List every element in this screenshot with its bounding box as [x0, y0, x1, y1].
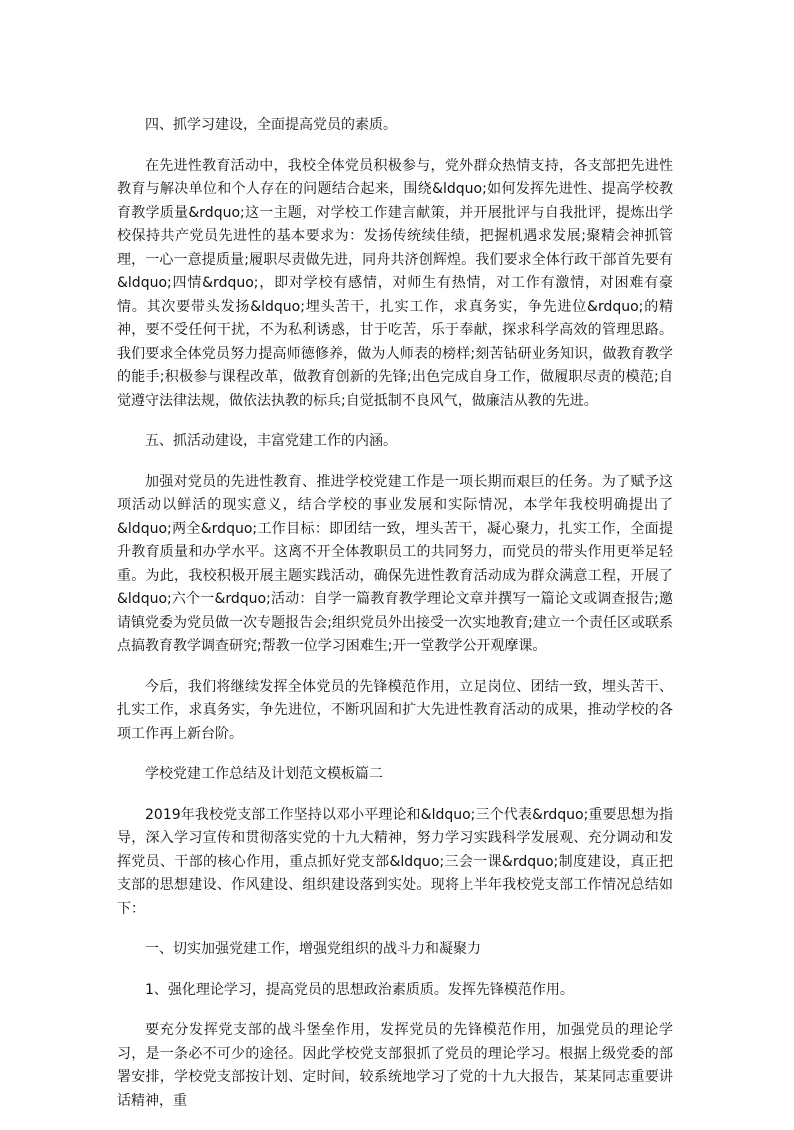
- body-paragraph: 2019年我校党支部工作坚持以邓小平理论和&ldquo;三个代表&rdquo;重要思想为指导，深入学习宣传和贯彻落实党的十九大精神，努力学习实践科学发展观、充分调动和发挥党员、干部的核心作用，重点抓好党支部&ldquo;三会一课&rdquo;制度建设，真正把支部的思想建设、作风建设、组织建设落到实处。现将上半年我校党支部工作情况总结如下：: [117, 806, 673, 917]
- subsection-heading: 1、强化理论学习，提高党员的思想政治素质质。发挥先锋模范作用。: [145, 981, 574, 998]
- body-paragraph: 要充分发挥党支部的战斗堡垒作用，发挥党员的先锋模范作用，加强党员的理论学习，是一条必不可少的途径。因此学校党支部狠抓了党员的理论学习。根据上级党委的部署安排，学校党支部按计划、定时间，较系统地学习了党的十九大报告，某某同志重要讲话精神，重: [117, 1022, 673, 1109]
- document-body: [117, 114, 673, 1130]
- section-heading-five: 五、抓活动建设，丰富党建工作的内涵。: [145, 433, 397, 449]
- body-paragraph: 今后，我们将继续发挥全体党员的先锋模范作用，立足岗位、团结一致，埋头苦干、扎实工作，求真务实，争先进位，不断巩固和扩大先进性教育活动的成果，推动学校的各项工作再上新台阶。: [117, 678, 673, 742]
- section-heading-four: 四、抓学习建设，全面提高党员的素质。: [145, 117, 397, 133]
- section-heading-one: 一、切实加强党建工作，增强党组织的战斗力和凝聚力: [145, 941, 481, 957]
- article-title: 学校党建工作总结及计划范文模板篇二: [145, 766, 383, 782]
- body-paragraph: 在先进性教育活动中，我校全体党员积极参与，党外群众热情支持，各支部把先进性教育与解决单位和个人存在的问题结合起来，围绕&ldquo;如何发挥先进性、提高学校教育教学质量&rdquo;这一主题，对学校工作建言献策，并开展批评与自我批评，提炼出学校保持共产党员先进性的基本要求为：发扬传统续佳绩，把握机遇求发展;聚精会神抓管理，一心一意提质量;履职尽责做先进，同舟共济创辉煌。我们要求全体行政干部首先要有&ldquo;四情&rdquo;，即对学校有感情，对师生有热情，对工作有激情，对困难有豪情。其次要带头发扬&ldquo;埋头苦干，扎实工作，求真务实，争先进位&rdquo;的精神，要不受任何干扰，不为私利诱惑，甘于吃苦，乐于奉献，探求科学高效的管理思路。我们要求全体党员努力提高师德修养，做为人师表的榜样;刻苦钻研业务知识，做教育教学的能手;积极参与课程改革，做教育创新的先锋;出色完成自身工作，做履职尽责的模范;自觉遵守法律法规，做依法执教的标兵;自觉抵制不良风气，做廉洁从教的先进。: [117, 157, 673, 409]
- body-paragraph: 加强对党员的先进性教育、推进学校党建工作是一项长期而艰巨的任务。为了赋予这项活动以鲜活的现实意义，结合学校的事业发展和实际情况，本学年我校明确提出了&ldquo;两全&rdquo;工作目标：即团结一致，埋头苦干，凝心聚力，扎实工作，全面提升教育质量和办学水平。这离不开全体教职员工的共同努力，而党员的带头作用更举足轻重。为此，我校积极开展主题实践活动，确保先进性教育活动成为群众满意工程，开展了&ldquo;六个一&rdquo;活动：自学一篇教育教学理论文章并撰写一篇论文或调查报告;邀请镇党委为党员做一次专题报告会;组织党员外出接受一次实地教育;建立一个责任区或联系点搞教育教学调查研究;帮教一位学习困难生;开一堂教学公开观摩课。: [117, 473, 673, 654]
